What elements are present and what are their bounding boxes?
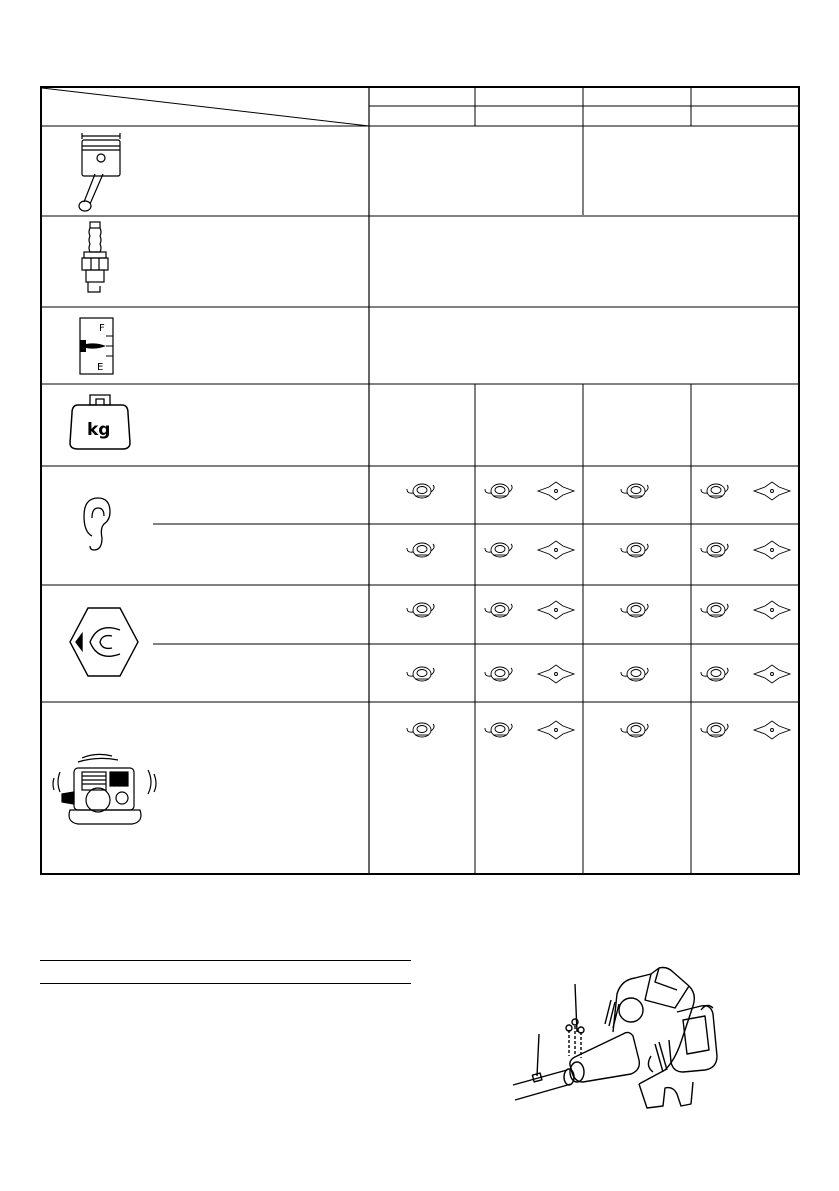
blade-icon <box>538 541 574 559</box>
nylon-head-icon <box>407 543 434 557</box>
nylon-head-icon <box>701 543 728 557</box>
nylon-head-icon <box>407 603 434 617</box>
gauge-empty-label: E <box>97 362 104 373</box>
section-bottom-rule <box>40 983 411 984</box>
blade-icon <box>754 541 790 559</box>
blade-icon <box>538 721 574 739</box>
piston-icon <box>79 133 120 211</box>
section-top-rule <box>40 960 411 961</box>
engine-vibration-icon <box>53 754 156 824</box>
trimmer-head-icons <box>407 482 790 739</box>
blade-icon <box>538 482 574 500</box>
nylon-head-icon <box>701 667 728 681</box>
nylon-head-icon <box>701 603 728 617</box>
specification-table <box>40 86 800 875</box>
weight-unit-label: kg <box>87 420 111 440</box>
nylon-head-icon <box>621 543 648 557</box>
nylon-head-icon <box>407 723 434 737</box>
nylon-head-icon <box>407 667 434 681</box>
nylon-head-icon <box>485 603 512 617</box>
nylon-head-icon <box>621 484 648 498</box>
vibration-hand-icon <box>70 608 138 676</box>
blade-icon <box>754 721 790 739</box>
blade-icon <box>538 601 574 619</box>
nylon-head-icon <box>701 484 728 498</box>
nylon-head-icon <box>701 723 728 737</box>
ear-icon <box>84 498 110 550</box>
spark-plug-icon <box>82 222 108 292</box>
nylon-head-icon <box>621 667 648 681</box>
nylon-head-icon <box>621 723 648 737</box>
nylon-head-icon <box>621 603 648 617</box>
blade-icon <box>754 482 790 500</box>
weight-icon <box>70 395 130 449</box>
nylon-head-icon <box>485 484 512 498</box>
blade-icon <box>754 601 790 619</box>
blade-icon <box>754 665 790 683</box>
shaft-assembly-illustration <box>505 960 835 1120</box>
gauge-full-label: F <box>99 323 105 334</box>
nylon-head-icon <box>407 484 434 498</box>
fuel-gauge-icon <box>80 318 113 374</box>
blade-icon <box>538 665 574 683</box>
nylon-head-icon <box>485 667 512 681</box>
nylon-head-icon <box>485 543 512 557</box>
nylon-head-icon <box>485 723 512 737</box>
